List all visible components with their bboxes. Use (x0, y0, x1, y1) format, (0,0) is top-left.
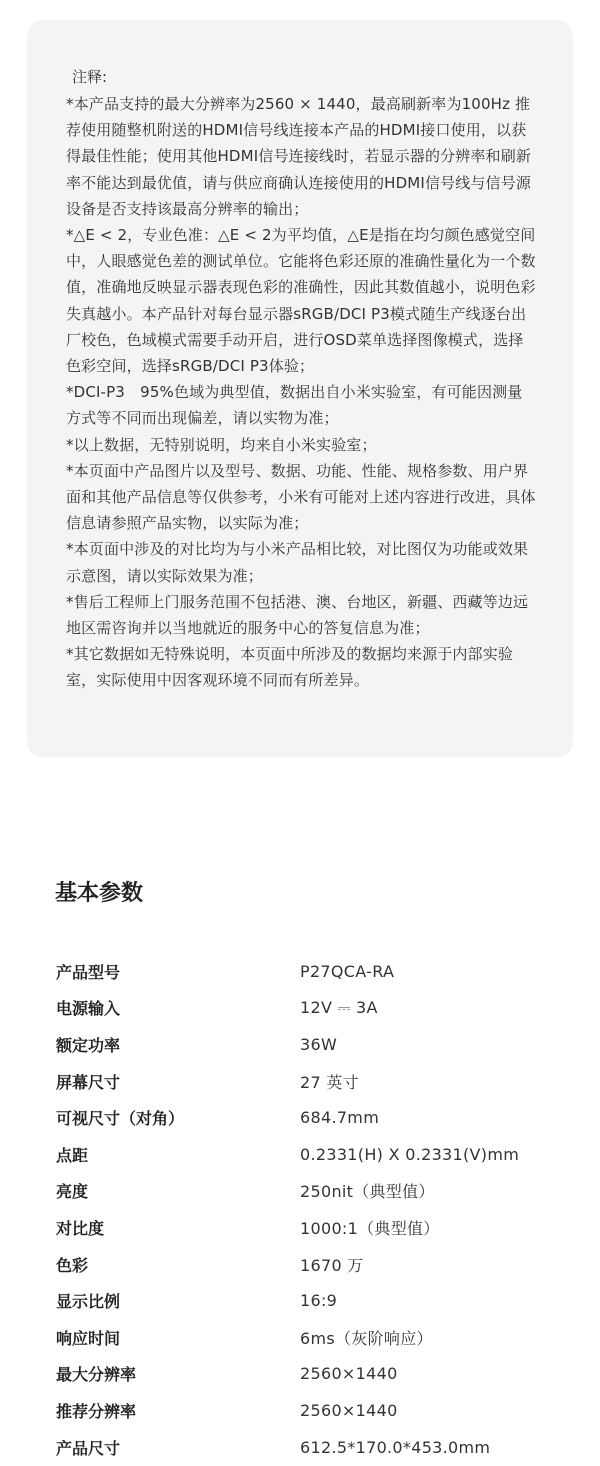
spec-row (56, 1136, 576, 1173)
note-item-data-source: *以上数据，无特别说明，均来自小米实验室； (66, 435, 377, 454)
spec-row (56, 1209, 576, 1246)
note-item-resolution: *本产品支持的最大分辨率为2560 × 1440，最高刷新率为100Hz 推荐使用随整机附送的HDMI信号线连接本产品的HDMI接口使用，以获得最佳性能；使用其他HDMI信号连接线时，若显示器的分辨率和刷新率不能达到最优值，请与供应商确认连接使用的HDMI信号线与信号源设备是否支持该最高分辨率的输出； (66, 95, 531, 218)
spec-row (56, 1099, 576, 1136)
spec-label: 屏幕尺寸 (56, 1072, 121, 1092)
spec-value: 16:9 (300, 1291, 338, 1311)
spec-label: 色彩 (56, 1255, 89, 1275)
notes-title: 注释: (72, 68, 108, 86)
spec-label: 额定功率 (56, 1035, 121, 1055)
spec-value: 250nit（典型值） (300, 1182, 435, 1202)
spec-value: P27QCA-RA (300, 961, 395, 981)
notes-list (66, 91, 536, 694)
spec-label: 可视尺寸（对角） (56, 1109, 185, 1129)
spec-value: 2560×1440 (300, 1400, 398, 1420)
spec-value: 27 英寸 (300, 1072, 359, 1092)
spec-row (56, 1319, 576, 1356)
specs-title: 基本参数 (55, 881, 144, 906)
spec-value: 612.5*170.0*453.0mm (300, 1437, 491, 1457)
spec-row (56, 1392, 576, 1429)
spec-value: 6ms（灰阶响应） (300, 1328, 433, 1348)
spec-row (56, 1026, 576, 1063)
spec-label: 亮度 (56, 1182, 89, 1202)
spec-value: 1000:1（典型值） (300, 1218, 440, 1238)
note-item-comparison: *本页面中涉及的对比均为与小米产品相比较，对比图仅为功能或效果示意图，请以实际效果为准； (66, 540, 529, 585)
spec-label: 产品型号 (56, 962, 121, 982)
spec-value: 1670 万 (300, 1255, 364, 1275)
spec-row (56, 1246, 576, 1283)
note-item-reference: *本页面中产品图片以及型号、数据、功能、性能、规格参数、用户界面和其他产品信息等仅供参考，小米有可能对上述内容进行改进，具体信息请参照产品实物，以实际为准； (66, 461, 536, 533)
spec-row (56, 953, 576, 990)
spec-value: 0.2331(H) X 0.2331(V)mm (300, 1144, 520, 1164)
spec-row (56, 1356, 576, 1393)
spec-value: 36W (300, 1034, 338, 1054)
spec-label: 显示比例 (56, 1292, 121, 1312)
spec-label: 产品尺寸 (56, 1438, 121, 1458)
note-item-dci-p3: *DCI-P3 95%色域为典型值，数据出自小米实验室，有可能因测量方式等不同而出现偏差，请以实物为准； (66, 383, 523, 428)
spec-label: 电源输入 (56, 999, 121, 1019)
spec-label: 推荐分辨率 (56, 1401, 137, 1421)
note-item-after-sales: *售后工程师上门服务范围不包括港、澳、台地区，新疆、西藏等边远地区需咨询并以当地就近的服务中心的答复信息为准； (66, 592, 529, 638)
spec-label: 点距 (56, 1145, 89, 1165)
spec-row (56, 1063, 576, 1100)
spec-label: 对比度 (56, 1218, 105, 1238)
spec-label: 响应时间 (56, 1328, 121, 1348)
spec-table (56, 953, 576, 1465)
spec-row (56, 990, 576, 1027)
spec-value: 684.7mm (300, 1108, 380, 1128)
spec-row (56, 1282, 576, 1319)
spec-value: 2560×1440 (300, 1364, 398, 1384)
note-item-other-data: *其它数据如无特殊说明，本页面中所涉及的数据均来源于内部实验室，实际使用中因客观环境不同而有所差异。 (66, 645, 514, 690)
spec-row (56, 1429, 576, 1466)
spec-label: 最大分辨率 (56, 1365, 137, 1385)
spec-value: 12V ⎓ 3A (300, 997, 378, 1017)
note-item-delta-e: *△E < 2，专业色准：△E < 2为平均值，△E是指在均匀颜色感觉空间中，人眼感觉色差的测试单位。它能将色彩还原的准确性量化为一个数值，准确地反映显示器表现色彩的准确性，因此其数值越小，说明色彩失真越小。本产品针对每台显示器sRGB/DCI P3模式随生产线逐台出厂校色，色域模式需要手动开启，进行OSD菜单选择图像模式，选择色彩空间，选择sRGB/DCI P3体验； (66, 226, 536, 376)
spec-row (56, 1173, 576, 1210)
